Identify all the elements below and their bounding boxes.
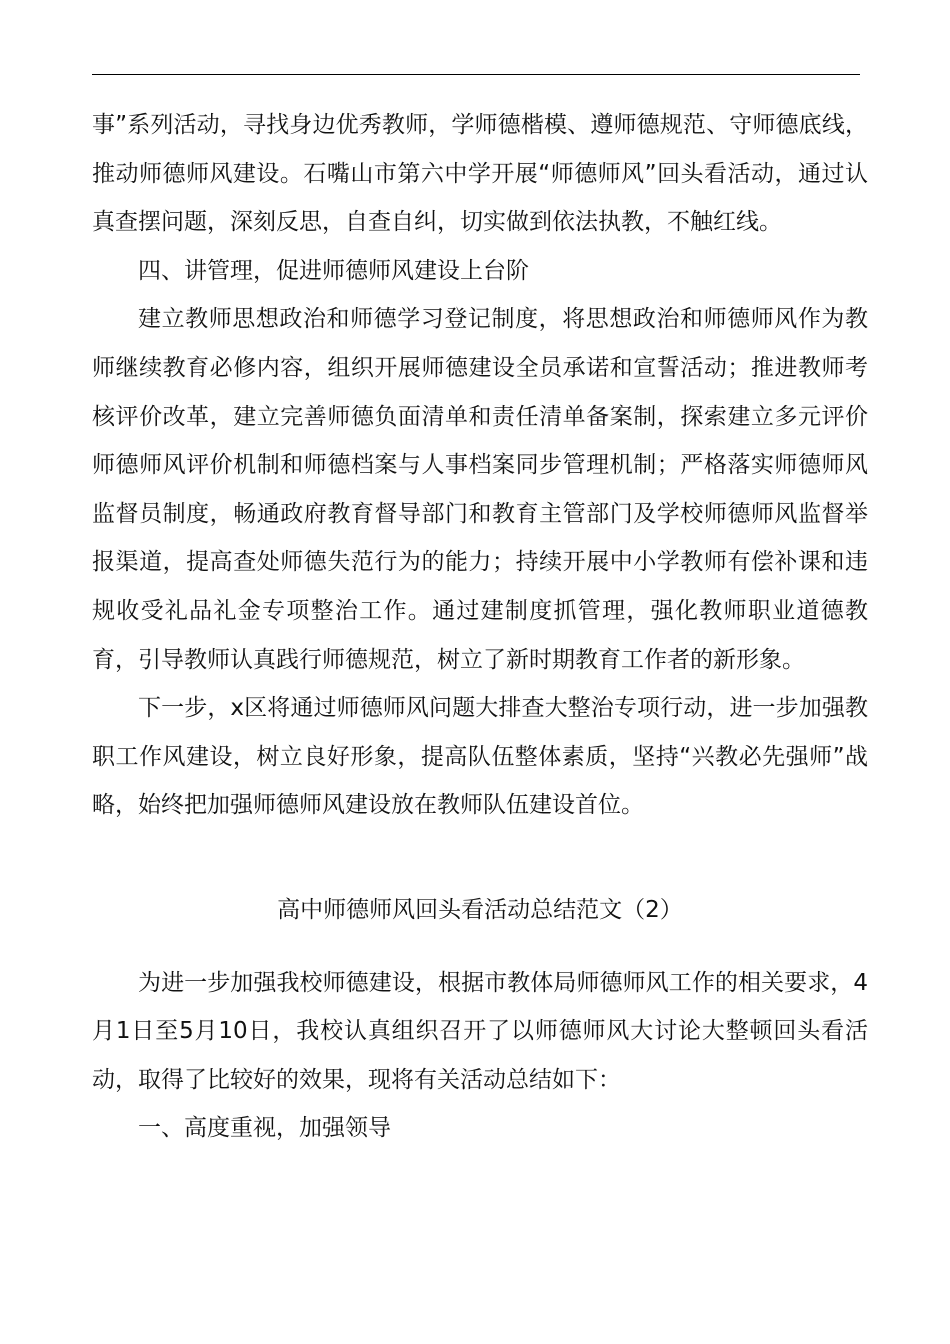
paragraph-next-step: 下一步，x区将通过师德师风问题大排查大整治专项行动，进一步加强教职工作风建设，树立良好形象，提高队伍整体素质，坚持“兴教必先强师”战略，始终把加强师德师风建设放在教师队伍建设首位。 bbox=[92, 695, 868, 819]
header-rule bbox=[92, 74, 860, 75]
document-body bbox=[92, 101, 868, 1153]
document-title: 高中师德师风回头看活动总结范文（2） bbox=[277, 896, 683, 923]
section-heading-four: 四、讲管理，促进师德师风建设上台阶 bbox=[138, 257, 529, 284]
paragraph-management: 建立教师思想政治和师德学习登记制度，将思想政治和师德师风作为教师继续教育必修内容，组织开展师德建设全员承诺和宣誓活动；推进教师考核评价改革，建立完善师德负面清单和责任清单备案制，探索建立多元评价师德师风评价机制和师德档案与人事档案同步管理机制；严格落实师德师风监督员制度，畅通政府教育督导部门和教育主管部门及学校师德师风监督举报渠道，提高查处师德失范行为的能力；持续开展中小学教师有偿补课和违规收受礼品礼金专项整治工作。通过建制度抓管理，强化教师职业道德教育，引导教师认真践行师德规范，树立了新时期教育工作者的新形象。 bbox=[92, 306, 868, 673]
section-heading-one: 一、高度重视，加强领导 bbox=[138, 1115, 391, 1142]
paragraph-intro: 为进一步加强我校师德建设，根据市教体局师德师风工作的相关要求，4月1日至5月10日，我校认真组织召开了以师德师风大讨论大整顿回头看活动，取得了比较好的效果，现将有关活动总结如下： bbox=[92, 969, 868, 1093]
paragraph-continuation: 事”系列活动，寻找身边优秀教师，学师德楷模、遵师德规范、守师德底线，推动师德师风建设。石嘴山市第六中学开展“师德师风”回头看活动，通过认真查摆问题，深刻反思，自查自纠，切实做到依法执教，不触红线。 bbox=[92, 112, 868, 236]
